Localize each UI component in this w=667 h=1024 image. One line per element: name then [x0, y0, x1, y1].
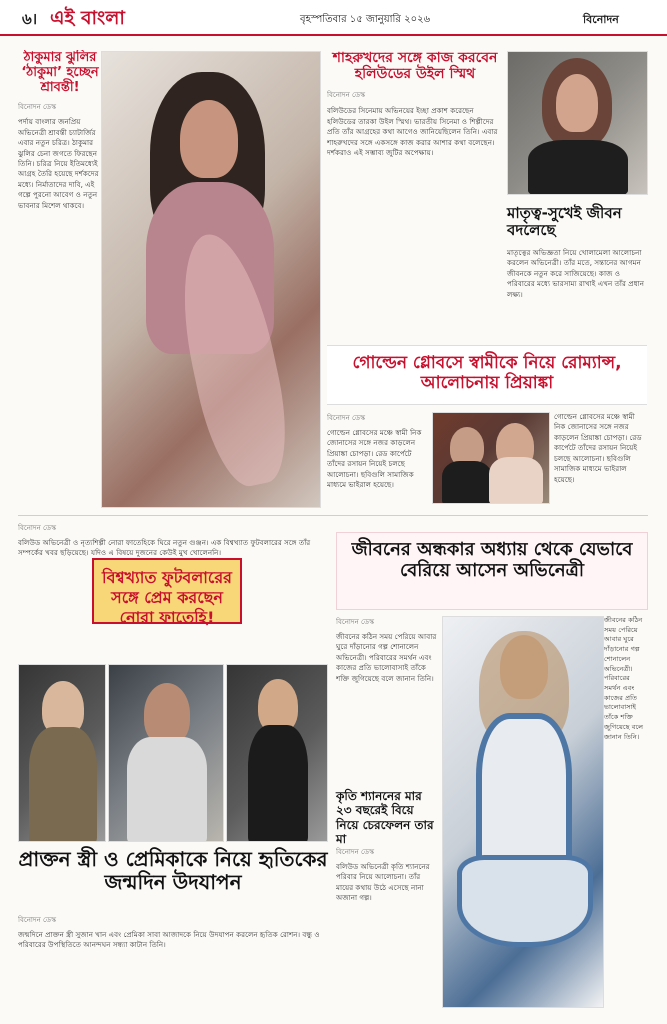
article-body: জীবনের কঠিন সময় পেরিয়ে আবার ঘুরে দাঁড়ানোর গল্প শোনালেন অভিনেত্রী। পরিবারের সমর্থন এবং কাজের প্রতি ভালোবাসাই তাঁকে শক্তি জুগিয়েছে বলে জানান তিনি। — [604, 616, 644, 741]
anushka-photo — [507, 51, 648, 195]
article-headline: শাহরুখদের সঙ্গে কাজ করবেন হলিউডের উইল স্মিথ — [332, 50, 498, 83]
headline-hrithik-band — [18, 848, 328, 908]
suit-shape — [127, 737, 207, 842]
article-headline: গোল্ডেন গ্লোবসে স্বামীকে নিয়ে রোম্যান্স, আলোচনায় প্রিয়াঙ্কা — [352, 353, 622, 393]
saree-shape — [166, 226, 299, 492]
page-number: ৬। — [22, 10, 38, 28]
article-motherhood — [507, 205, 648, 315]
outfit-shape — [248, 725, 308, 842]
newspaper-logo: এই বাংলা — [50, 7, 125, 29]
article-body: গোল্ডেন গ্লোবসের মঞ্চে স্বামী নিক জোনাসের সঙ্গে নজর কাড়লেন প্রিয়াঙ্কা চোপড়া। রেড কার্পেটে তাঁদের রসায়ন নিয়েই চলছে আলোচনা। ছবিগুলি সামাজিক মাধ্যমে ভাইরাল হয়েছে। — [327, 428, 422, 490]
article-headline: প্রাক্তন স্ত্রী ও প্রেমিকাকে নিয়ে হৃতিকের জন্মদিন উদযাপন — [18, 847, 328, 895]
article-headline: মাতৃত্ব-সুখেই জীবন বদলেছে — [507, 204, 622, 240]
headline-actress-band — [336, 532, 648, 610]
outfit-shape — [528, 140, 628, 195]
callout-text: বিশ্বখ্যাত ফুটবলারের সঙ্গে প্রেম করছেন নোরা ফাতেহি! — [102, 568, 232, 627]
article-byline: বিনোদন ডেস্ক — [327, 414, 366, 422]
article-body: পর্দায় বাংলার জনপ্রিয় অভিনেত্রী শ্রাবন্তী চ্যাটার্জির এবার নতুন চরিত্র। ঠাকুমার ঝুলির চেনা জগতে ফিরছেন তিনি। চরিত্র নিয়ে ইতিমধ্যেই আগ্রহ তৈরি হয়েছে দর্শকদের মধ্যে। নির্মাতাদের দাবি, এই গল্পে পুরনো আবেগ ও নতুন ভাবনার মিশেল থাকবে। — [18, 117, 99, 210]
article-will-smith — [327, 50, 503, 340]
article-byline: বিনোদন ডেস্ক — [336, 848, 375, 856]
article-headline: ঠাকুমার ঝুলির ‘ঠাকুমা’ হচ্ছেন শ্রাবন্তী! — [21, 50, 99, 96]
article-body: বলিউড অভিনেত্রী কৃতি শ্যাননের পরিবার নিয়ে আলোচনা। তাঁর মায়ের কথায় উঠে এসেছে নানা অজানা গল্প। — [336, 862, 430, 903]
nora-callout-box — [92, 558, 242, 627]
article-headline: কৃতি শ্যাননের মার ২৩ বছরেই বিয়ে নিয়ে চেরফেলন তার মা — [336, 789, 434, 847]
article-body: মাতৃত্বের অভিজ্ঞতা নিয়ে খোলামেলা আলোচনা করলেন অভিনেত্রী। তাঁর মতে, সন্তানের আগমন জীবনকে নতুন করে সাজিয়েছে। কাজ ও পরিবারের মধ্যে ভারসাম্য রাখাই এখন তাঁর প্রধান লক্ষ্য। — [507, 247, 645, 299]
article-priyanka-cont — [554, 412, 648, 540]
actress-fashion-photo — [442, 616, 604, 1008]
article-body: গোল্ডেন গ্লোবসের মঞ্চে স্বামী নিক জোনাসের সঙ্গে নজর কাড়লেন প্রিয়াঙ্কা চোপড়া। রেড কার্পেটে তাঁদের রসায়ন নিয়েই চলছে আলোচনা। ছবিগুলি সামাজিক মাধ্যমে ভাইরাল হয়েছে। — [554, 412, 642, 484]
skirt-shape — [457, 855, 593, 947]
masthead — [0, 0, 667, 36]
outfit-shape — [29, 727, 97, 842]
saba-photo — [226, 664, 328, 842]
sussanne-photo — [18, 664, 106, 842]
face-shape — [144, 683, 190, 745]
article-kriti — [336, 846, 438, 1008]
hrithik-photo — [108, 664, 224, 842]
article-byline: বিনোদন ডেস্ক — [336, 618, 375, 626]
article-byline: বিনোদন ডেস্ক — [18, 103, 57, 112]
article-actress — [336, 616, 438, 780]
article-body: বলিউডের সিনেমায় অভিনয়ের ইচ্ছা প্রকাশ করেছেন হলিউডের তারকা উইল স্মিথ। ভারতীয় সিনেমা ও শিল্পীদের প্রতি তাঁর আগ্রহের কথা আগেও জানিয়েছিলেন তিনি। এবার শাহরুখদের সঙ্গে একসঙ্গে কাজ করার আশার কথা বলেছেন। দর্শকরাও এই সম্ভাব্য জুটির অপেক্ষায়। — [327, 106, 498, 158]
kriti-mini-story — [336, 789, 438, 847]
publication-date: বৃহস্পতিবার ১৫ জানুয়ারি ২০২৬ — [300, 14, 431, 25]
article-byline: বিনোদন ডেস্ক — [18, 524, 57, 532]
article-byline: বিনোদন ডেস্ক — [18, 916, 57, 924]
article-hrithik — [18, 914, 328, 1006]
dress-shape — [489, 457, 543, 504]
srabanti-photo — [101, 51, 321, 508]
article-body: জন্মদিনে প্রাক্তন স্ত্রী সুজান খান এবং প্রেমিকা সাবা আজাদকে নিয়ে উদযাপন করলেন হৃতিক রোশন। বন্ধু ও পরিবারের উপস্থিতিতে আনন্দঘন সন্ধ্যা কাটান তিনি। — [18, 930, 320, 950]
face-shape — [556, 74, 598, 132]
suit-shape — [442, 461, 492, 504]
headline-priyanka-band — [327, 345, 647, 405]
section-label: বিনোদন — [583, 13, 619, 26]
article-actress-cont — [604, 616, 648, 1008]
article-body: বলিউড অভিনেত্রী ও নৃত্যশিল্পী নোরা ফাতেহিকে ঘিরে নতুন গুঞ্জন। এক বিশ্বখ্যাত ফুটবলারের সঙ্গে তাঁর সম্পর্কের খবর ছড়িয়েছে। যদিও এ বিষয়ে দুজনের কেউই মুখ খোলেননি। — [18, 538, 311, 558]
article-byline: বিনোদন ডেস্ক — [327, 91, 366, 100]
section-divider — [18, 515, 648, 516]
article-priyanka — [327, 412, 429, 540]
article-headline: জীবনের অন্ধকার অধ্যায় থেকে যেভাবে বেরিয়ে আসেন অভিনেত্রী — [351, 539, 633, 581]
face-shape — [180, 100, 238, 178]
article-body: জীবনের কঠিন সময় পেরিয়ে আবার ঘুরে দাঁড়ানোর গল্প শোনালেন অভিনেত্রী। পরিবারের সমর্থন এবং কাজের প্রতি ভালোবাসাই তাঁকে শক্তি জুগিয়েছে বলে জানান তিনি। — [336, 632, 437, 683]
priyanka-photo — [432, 412, 550, 504]
article-srabanti — [18, 50, 102, 507]
